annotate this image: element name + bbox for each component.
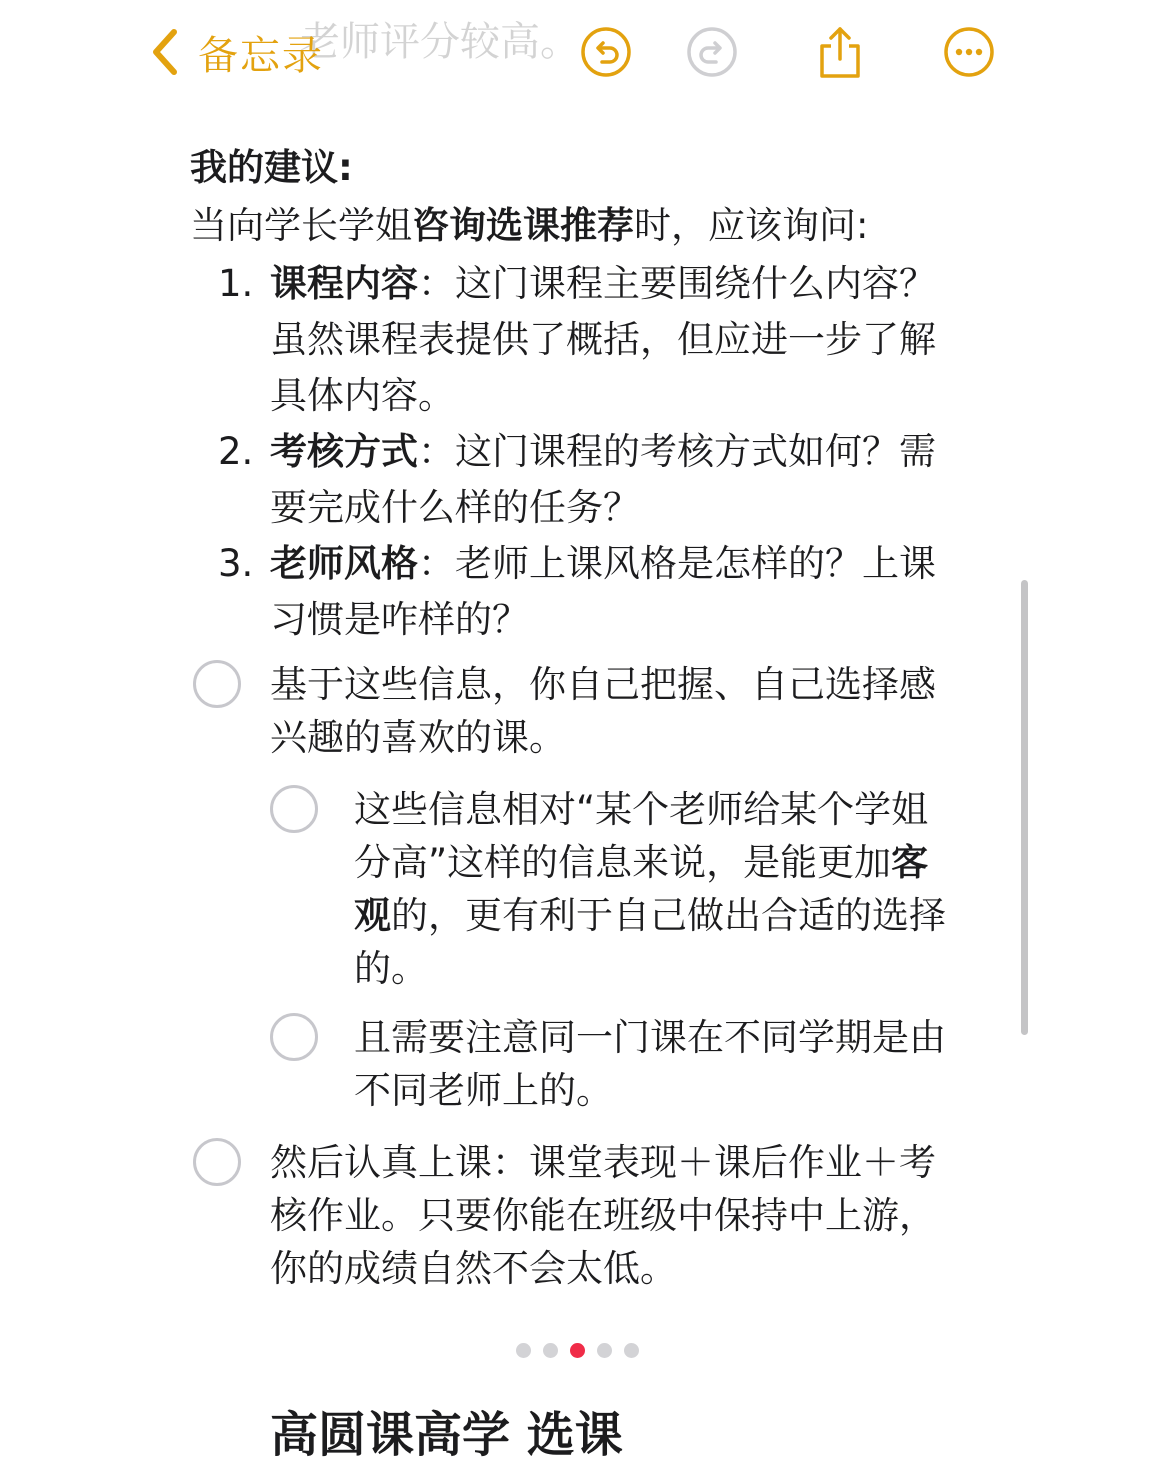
redo-button[interactable]	[686, 26, 738, 78]
checklist-item-text: 基于这些信息，你自己把握、自己选择感兴趣的喜欢的课。	[270, 663, 936, 759]
page-indicator	[516, 1343, 639, 1358]
subitem-text-end: 的，更有利于自己做出合适的选择的。	[354, 894, 946, 990]
note-intro	[190, 198, 868, 254]
next-section-heading-peek: 高圆课高学 选课	[270, 1407, 623, 1463]
undo-button[interactable]	[580, 26, 632, 78]
checklist-item-text: 且需要注意同一门课在不同学期是由不同老师上的。	[354, 1016, 946, 1112]
page-dot-active[interactable]	[570, 1343, 585, 1358]
back-button[interactable]	[148, 24, 324, 80]
checkbox-circle[interactable]	[270, 785, 318, 833]
back-label: 备忘录	[198, 32, 324, 79]
page-dot[interactable]	[543, 1343, 558, 1358]
list-item-body: ：这门课程的考核方式如何？需要完成什么样的任务？	[270, 430, 936, 529]
intro-text-start: 当向学长学姐	[190, 204, 412, 247]
list-number: 3.	[218, 542, 254, 585]
page-dot[interactable]	[516, 1343, 531, 1358]
more-button[interactable]	[943, 26, 995, 78]
subitem-bold-text: 客观	[354, 841, 929, 937]
list-item-body: ：老师上课风格是怎样的？上课习惯是咋样的？	[270, 542, 936, 641]
checkbox-circle[interactable]	[193, 660, 241, 708]
undo-icon	[580, 26, 632, 78]
redo-icon	[686, 26, 738, 78]
share-button[interactable]	[814, 26, 866, 78]
scrolled-text-behind-nav: 老师评分较高。	[300, 19, 580, 65]
intro-bold-text: 咨询选课推荐	[412, 204, 634, 247]
chevron-left-icon	[148, 26, 182, 78]
list-item-body: ：这门课程主要围绕什么内容？虽然课程表提供了概括，但应进一步了解具体内容。	[270, 262, 936, 417]
note-heading: 我的建议:	[190, 146, 353, 189]
checklist-item-text: 然后认真上课：课堂表现＋课后作业＋考核作业。只要你能在班级中保持中上游，你的成绩自然不会太低。	[270, 1141, 936, 1290]
list-item-bold: 课程内容	[270, 262, 418, 305]
checkbox-circle[interactable]	[270, 1013, 318, 1061]
list-number: 1.	[218, 262, 254, 305]
page-dot[interactable]	[597, 1343, 612, 1358]
list-item-text	[270, 424, 960, 536]
share-icon	[814, 26, 866, 78]
intro-text-end: 时，应该询问:	[634, 204, 869, 247]
list-item-text	[270, 256, 960, 424]
list-item-text	[270, 536, 960, 648]
list-item-bold: 老师风格	[270, 542, 418, 585]
page-dot[interactable]	[624, 1343, 639, 1358]
subitem-text-start: 这些信息相对“某个老师给某个学姐分高”这样的信息来说，是能更加	[354, 788, 929, 884]
navigation-bar	[0, 0, 1170, 110]
checklist-item-text	[354, 783, 964, 995]
list-number: 2.	[218, 430, 254, 473]
more-icon	[943, 26, 995, 78]
list-item-bold: 考核方式	[270, 430, 418, 473]
vertical-scrollbar[interactable]	[1021, 580, 1028, 1035]
checkbox-circle[interactable]	[193, 1138, 241, 1186]
